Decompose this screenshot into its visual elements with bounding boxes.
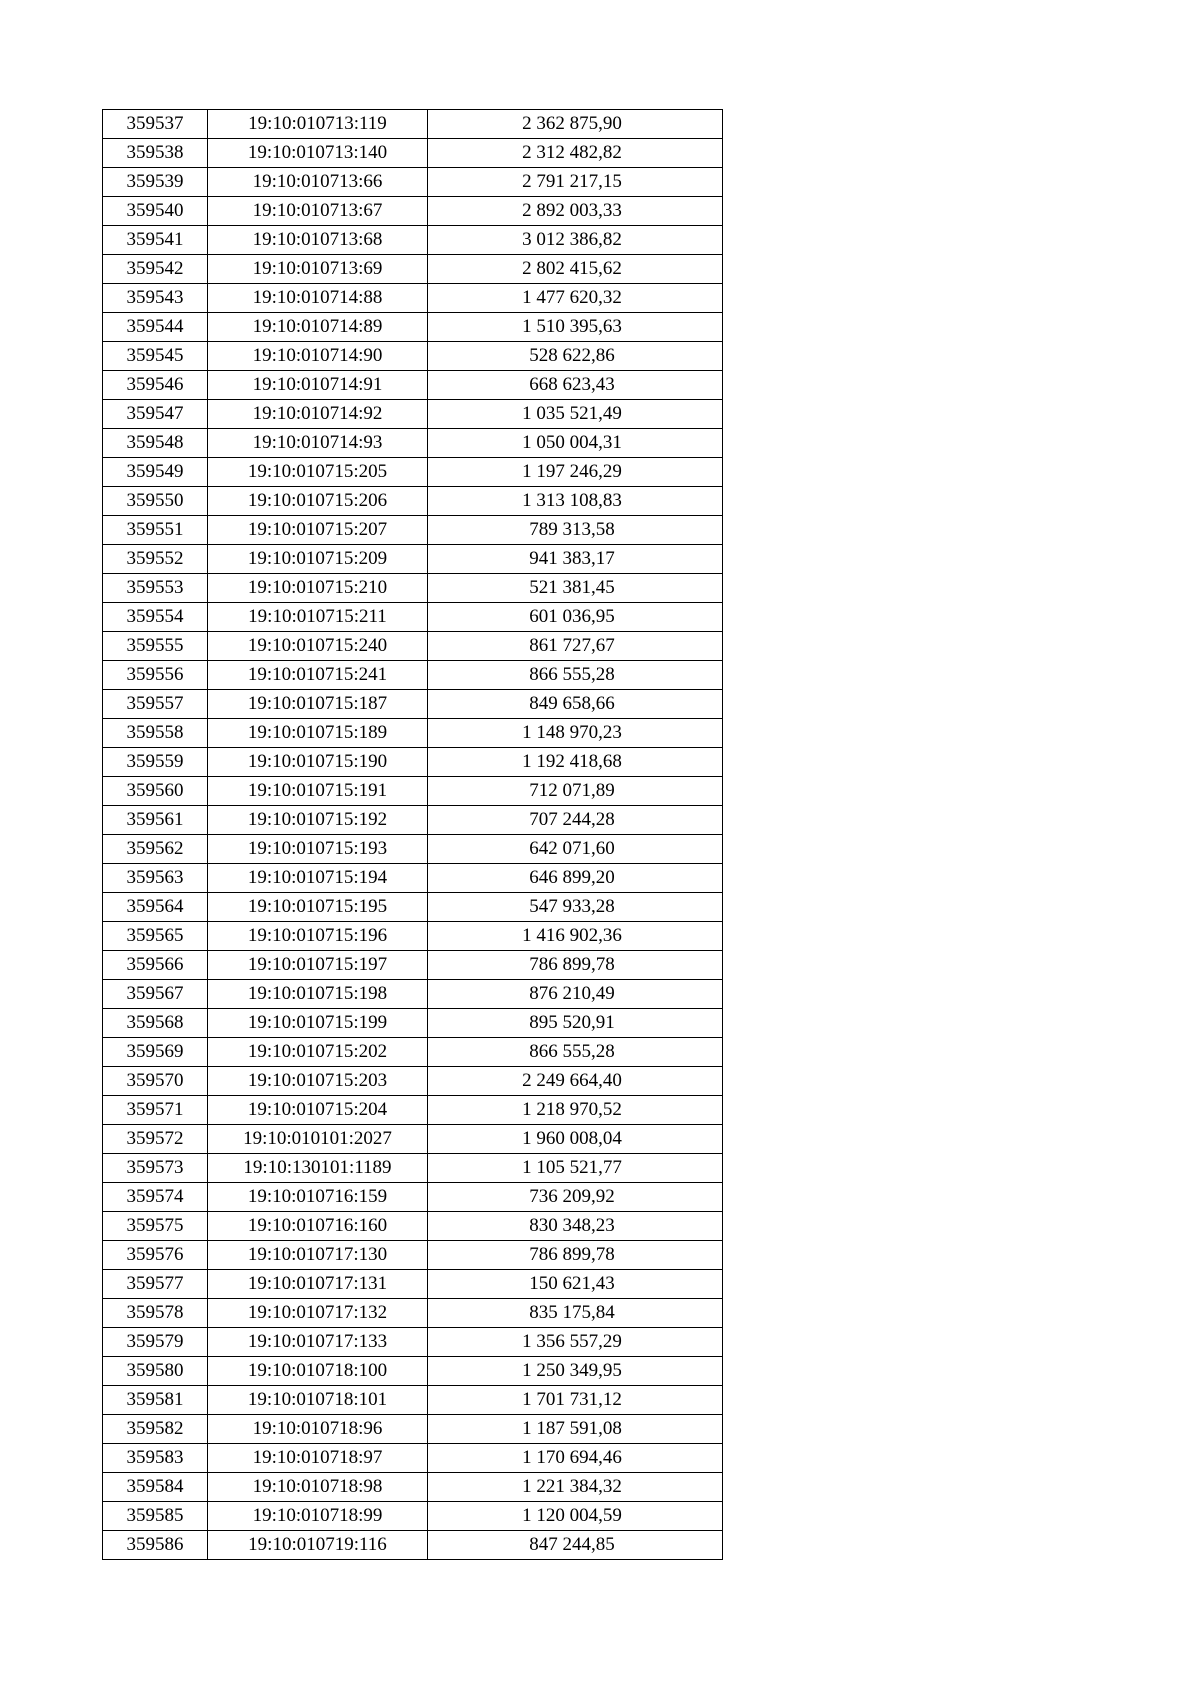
cadastral-number-cell: 19:10:010714:92 [208, 400, 428, 429]
row-number-cell: 359560 [103, 777, 208, 806]
table-row [103, 690, 723, 719]
row-number-cell: 359546 [103, 371, 208, 400]
cadastral-number-cell: 19:10:010715:196 [208, 922, 428, 951]
row-number-cell: 359564 [103, 893, 208, 922]
table-row [103, 1096, 723, 1125]
table-row [103, 1299, 723, 1328]
cadastral-value-cell: 786 899,78 [428, 1241, 723, 1270]
row-number-cell: 359550 [103, 487, 208, 516]
table-row [103, 951, 723, 980]
table-row [103, 168, 723, 197]
row-number-cell: 359555 [103, 632, 208, 661]
cadastral-number-cell: 19:10:010715:210 [208, 574, 428, 603]
cadastral-number-cell: 19:10:010718:98 [208, 1473, 428, 1502]
cadastral-number-cell: 19:10:010713:68 [208, 226, 428, 255]
table-row [103, 661, 723, 690]
row-number-cell: 359585 [103, 1502, 208, 1531]
cadastral-value-cell: 528 622,86 [428, 342, 723, 371]
cadastral-value-cell: 1 313 108,83 [428, 487, 723, 516]
cadastral-number-cell: 19:10:010717:131 [208, 1270, 428, 1299]
cadastral-number-cell: 19:10:010715:192 [208, 806, 428, 835]
row-number-cell: 359573 [103, 1154, 208, 1183]
table-row [103, 516, 723, 545]
cadastral-number-cell: 19:10:010713:140 [208, 139, 428, 168]
table-row [103, 1502, 723, 1531]
cadastral-number-cell: 19:10:010715:240 [208, 632, 428, 661]
table-row [103, 139, 723, 168]
row-number-cell: 359582 [103, 1415, 208, 1444]
table-row [103, 864, 723, 893]
table-row [103, 719, 723, 748]
table-row [103, 400, 723, 429]
cadastral-value-cell: 861 727,67 [428, 632, 723, 661]
cadastral-value-cell: 786 899,78 [428, 951, 723, 980]
cadastral-number-cell: 19:10:010713:69 [208, 255, 428, 284]
cadastral-number-cell: 19:10:010714:89 [208, 313, 428, 342]
table-row [103, 284, 723, 313]
table-row [103, 806, 723, 835]
cadastral-number-cell: 19:10:010715:195 [208, 893, 428, 922]
row-number-cell: 359551 [103, 516, 208, 545]
table-row [103, 110, 723, 139]
cadastral-number-cell: 19:10:010715:198 [208, 980, 428, 1009]
row-number-cell: 359545 [103, 342, 208, 371]
cadastral-number-cell: 19:10:010716:159 [208, 1183, 428, 1212]
cadastral-number-cell: 19:10:010715:199 [208, 1009, 428, 1038]
cadastral-value-cell: 1 170 694,46 [428, 1444, 723, 1473]
cadastral-number-cell: 19:10:010714:93 [208, 429, 428, 458]
row-number-cell: 359567 [103, 980, 208, 1009]
cadastral-number-cell: 19:10:010715:204 [208, 1096, 428, 1125]
row-number-cell: 359575 [103, 1212, 208, 1241]
cadastral-number-cell: 19:10:010715:207 [208, 516, 428, 545]
cadastral-value-cell: 876 210,49 [428, 980, 723, 1009]
table-row [103, 545, 723, 574]
cadastral-number-cell: 19:10:010717:130 [208, 1241, 428, 1270]
table-row [103, 458, 723, 487]
cadastral-value-cell: 2 791 217,15 [428, 168, 723, 197]
cadastral-value-cell: 601 036,95 [428, 603, 723, 632]
table-row [103, 574, 723, 603]
row-number-cell: 359544 [103, 313, 208, 342]
cadastral-number-cell: 19:10:010715:209 [208, 545, 428, 574]
cadastral-value-cell: 1 477 620,32 [428, 284, 723, 313]
table-row [103, 835, 723, 864]
row-number-cell: 359559 [103, 748, 208, 777]
table-row [103, 1009, 723, 1038]
cadastral-value-cell: 1 192 418,68 [428, 748, 723, 777]
row-number-cell: 359579 [103, 1328, 208, 1357]
row-number-cell: 359563 [103, 864, 208, 893]
cadastral-value-cell: 1 250 349,95 [428, 1357, 723, 1386]
row-number-cell: 359570 [103, 1067, 208, 1096]
cadastral-value-cell: 2 362 875,90 [428, 110, 723, 139]
cadastral-value-cell: 1 701 731,12 [428, 1386, 723, 1415]
cadastral-value-cell: 2 892 003,33 [428, 197, 723, 226]
cadastral-number-cell: 19:10:130101:1189 [208, 1154, 428, 1183]
row-number-cell: 359581 [103, 1386, 208, 1415]
cadastral-value-cell: 835 175,84 [428, 1299, 723, 1328]
cadastral-number-cell: 19:10:010715:187 [208, 690, 428, 719]
row-number-cell: 359561 [103, 806, 208, 835]
cadastral-number-cell: 19:10:010718:101 [208, 1386, 428, 1415]
cadastral-value-table [102, 109, 723, 1560]
table-row [103, 1270, 723, 1299]
row-number-cell: 359549 [103, 458, 208, 487]
table-row [103, 980, 723, 1009]
cadastral-number-cell: 19:10:010715:191 [208, 777, 428, 806]
cadastral-value-cell: 1 510 395,63 [428, 313, 723, 342]
cadastral-value-cell: 668 623,43 [428, 371, 723, 400]
cadastral-value-cell: 1 105 521,77 [428, 1154, 723, 1183]
table-row [103, 197, 723, 226]
cadastral-value-cell: 1 218 970,52 [428, 1096, 723, 1125]
table-row [103, 371, 723, 400]
cadastral-value-cell: 1 120 004,59 [428, 1502, 723, 1531]
row-number-cell: 359553 [103, 574, 208, 603]
row-number-cell: 359583 [103, 1444, 208, 1473]
cadastral-number-cell: 19:10:010715:241 [208, 661, 428, 690]
cadastral-value-cell: 830 348,23 [428, 1212, 723, 1241]
row-number-cell: 359552 [103, 545, 208, 574]
row-number-cell: 359556 [103, 661, 208, 690]
row-number-cell: 359541 [103, 226, 208, 255]
table-row [103, 1212, 723, 1241]
cadastral-number-cell: 19:10:010715:193 [208, 835, 428, 864]
cadastral-value-cell: 895 520,91 [428, 1009, 723, 1038]
table-row [103, 1473, 723, 1502]
cadastral-number-cell: 19:10:010714:91 [208, 371, 428, 400]
row-number-cell: 359565 [103, 922, 208, 951]
cadastral-number-cell: 19:10:010715:202 [208, 1038, 428, 1067]
row-number-cell: 359580 [103, 1357, 208, 1386]
row-number-cell: 359540 [103, 197, 208, 226]
cadastral-value-cell: 849 658,66 [428, 690, 723, 719]
table-row [103, 603, 723, 632]
table-row [103, 1038, 723, 1067]
cadastral-number-cell: 19:10:010714:88 [208, 284, 428, 313]
row-number-cell: 359568 [103, 1009, 208, 1038]
row-number-cell: 359542 [103, 255, 208, 284]
cadastral-number-cell: 19:10:010715:189 [208, 719, 428, 748]
cadastral-value-cell: 712 071,89 [428, 777, 723, 806]
cadastral-number-cell: 19:10:010715:190 [208, 748, 428, 777]
cadastral-value-cell: 707 244,28 [428, 806, 723, 835]
cadastral-number-cell: 19:10:010715:206 [208, 487, 428, 516]
table-row [103, 1125, 723, 1154]
cadastral-value-cell: 1 035 521,49 [428, 400, 723, 429]
table-row [103, 1183, 723, 1212]
cadastral-number-cell: 19:10:010715:211 [208, 603, 428, 632]
row-number-cell: 359539 [103, 168, 208, 197]
cadastral-value-cell: 1 050 004,31 [428, 429, 723, 458]
row-number-cell: 359538 [103, 139, 208, 168]
row-number-cell: 359557 [103, 690, 208, 719]
table-row [103, 1154, 723, 1183]
cadastral-value-cell: 1 148 970,23 [428, 719, 723, 748]
table-row [103, 429, 723, 458]
cadastral-number-cell: 19:10:010718:99 [208, 1502, 428, 1531]
cadastral-value-cell: 736 209,92 [428, 1183, 723, 1212]
table-row [103, 748, 723, 777]
cadastral-number-cell: 19:10:010713:66 [208, 168, 428, 197]
row-number-cell: 359577 [103, 1270, 208, 1299]
cadastral-number-cell: 19:10:010713:67 [208, 197, 428, 226]
cadastral-number-cell: 19:10:010719:116 [208, 1531, 428, 1560]
row-number-cell: 359548 [103, 429, 208, 458]
cadastral-value-cell: 1 416 902,36 [428, 922, 723, 951]
cadastral-number-cell: 19:10:010718:97 [208, 1444, 428, 1473]
row-number-cell: 359586 [103, 1531, 208, 1560]
cadastral-value-cell: 2 312 482,82 [428, 139, 723, 168]
row-number-cell: 359554 [103, 603, 208, 632]
row-number-cell: 359566 [103, 951, 208, 980]
cadastral-value-cell: 646 899,20 [428, 864, 723, 893]
cadastral-value-cell: 150 621,43 [428, 1270, 723, 1299]
table-body [103, 110, 723, 1560]
row-number-cell: 359576 [103, 1241, 208, 1270]
table-row [103, 487, 723, 516]
cadastral-value-cell: 1 187 591,08 [428, 1415, 723, 1444]
cadastral-value-cell: 866 555,28 [428, 661, 723, 690]
table-row [103, 1444, 723, 1473]
cadastral-value-cell: 521 381,45 [428, 574, 723, 603]
cadastral-number-cell: 19:10:010715:205 [208, 458, 428, 487]
row-number-cell: 359562 [103, 835, 208, 864]
cadastral-number-cell: 19:10:010715:194 [208, 864, 428, 893]
row-number-cell: 359558 [103, 719, 208, 748]
cadastral-number-cell: 19:10:010713:119 [208, 110, 428, 139]
table-row [103, 777, 723, 806]
cadastral-value-cell: 2 802 415,62 [428, 255, 723, 284]
table-row [103, 893, 723, 922]
table-row [103, 632, 723, 661]
table-row [103, 1067, 723, 1096]
cadastral-number-cell: 19:10:010714:90 [208, 342, 428, 371]
cadastral-value-cell: 547 933,28 [428, 893, 723, 922]
row-number-cell: 359569 [103, 1038, 208, 1067]
cadastral-value-cell: 1 960 008,04 [428, 1125, 723, 1154]
table-row [103, 1328, 723, 1357]
row-number-cell: 359547 [103, 400, 208, 429]
cadastral-value-cell: 866 555,28 [428, 1038, 723, 1067]
cadastral-number-cell: 19:10:010718:100 [208, 1357, 428, 1386]
cadastral-value-cell: 789 313,58 [428, 516, 723, 545]
cadastral-value-cell: 941 383,17 [428, 545, 723, 574]
table-row [103, 922, 723, 951]
row-number-cell: 359572 [103, 1125, 208, 1154]
cadastral-number-cell: 19:10:010716:160 [208, 1212, 428, 1241]
cadastral-value-cell: 847 244,85 [428, 1531, 723, 1560]
table-row [103, 1386, 723, 1415]
row-number-cell: 359543 [103, 284, 208, 313]
table-row [103, 342, 723, 371]
cadastral-value-cell: 3 012 386,82 [428, 226, 723, 255]
cadastral-number-cell: 19:10:010101:2027 [208, 1125, 428, 1154]
table-row [103, 1357, 723, 1386]
cadastral-number-cell: 19:10:010717:132 [208, 1299, 428, 1328]
cadastral-value-cell: 2 249 664,40 [428, 1067, 723, 1096]
table-row [103, 255, 723, 284]
row-number-cell: 359571 [103, 1096, 208, 1125]
row-number-cell: 359578 [103, 1299, 208, 1328]
cadastral-number-cell: 19:10:010715:203 [208, 1067, 428, 1096]
cadastral-value-cell: 1 356 557,29 [428, 1328, 723, 1357]
table-row [103, 313, 723, 342]
row-number-cell: 359574 [103, 1183, 208, 1212]
table-row [103, 226, 723, 255]
cadastral-number-cell: 19:10:010718:96 [208, 1415, 428, 1444]
table-row [103, 1241, 723, 1270]
cadastral-value-cell: 1 197 246,29 [428, 458, 723, 487]
table-row [103, 1415, 723, 1444]
row-number-cell: 359584 [103, 1473, 208, 1502]
row-number-cell: 359537 [103, 110, 208, 139]
table-row [103, 1531, 723, 1560]
cadastral-value-cell: 1 221 384,32 [428, 1473, 723, 1502]
cadastral-number-cell: 19:10:010715:197 [208, 951, 428, 980]
cadastral-number-cell: 19:10:010717:133 [208, 1328, 428, 1357]
cadastral-value-cell: 642 071,60 [428, 835, 723, 864]
